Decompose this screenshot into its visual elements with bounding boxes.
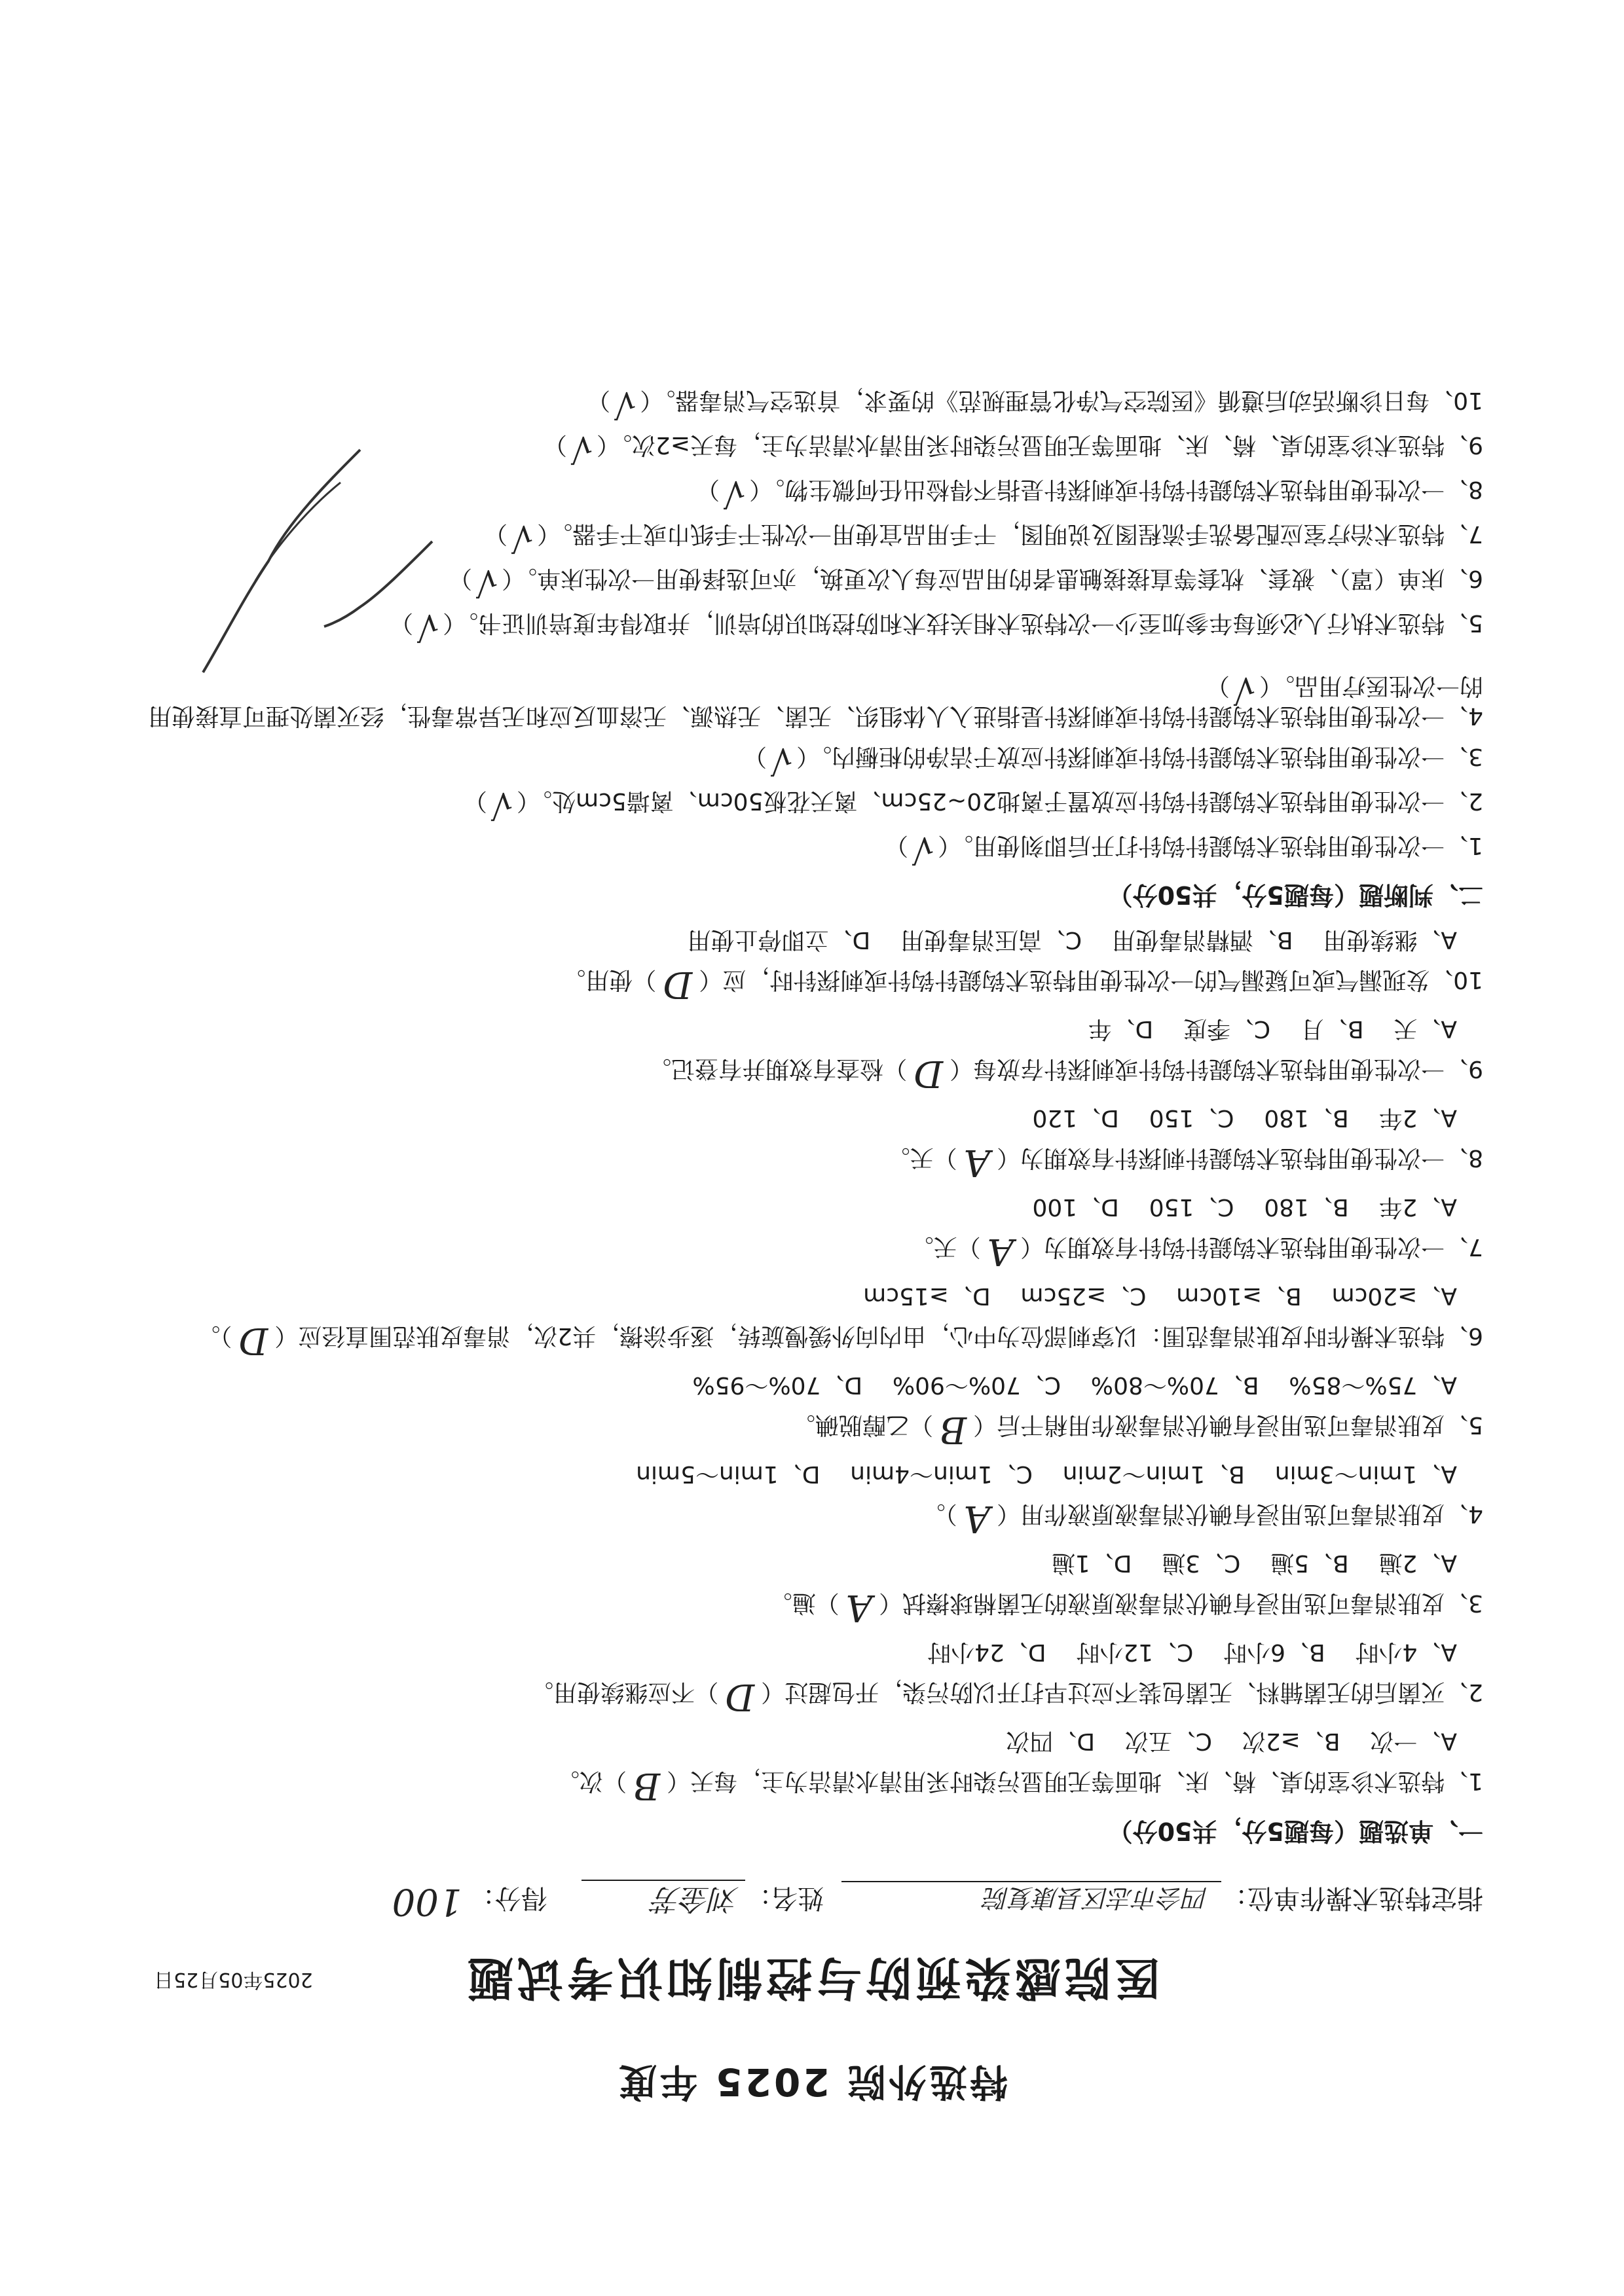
options-line: A、75%～85% B、70%～80% C、70%～90% D、70%～95%: [692, 1372, 1457, 1398]
question-tail: ）乙醇脱碘。: [791, 1412, 933, 1438]
judgment-text: 1、一次性使用特选术钩鍉针钩针打开后即刻使用。（: [938, 832, 1483, 859]
judgment-tail: ）: [389, 610, 413, 636]
judgment-item: [543, 429, 1483, 468]
question-text: 9、一次性使用特选术钩鍉针钩针或刺探针存放每（: [950, 1055, 1483, 1082]
question-tail: ）天。: [910, 1233, 981, 1260]
judgment-item: [389, 607, 1483, 646]
options-line: A、天 B、月 C、季度 D、年: [1088, 1015, 1457, 1042]
judgment-text: 6、床单（罩）、被套、枕套等直接接触患者的用品应每人次更换，亦可选择使用一次性床单。（: [502, 565, 1483, 592]
exam-date: 2025年05月25日: [154, 1968, 313, 1991]
question-tail: ）。: [921, 1501, 957, 1527]
handwritten-answer[interactable]: A: [963, 1141, 991, 1184]
name-label: 姓名：: [745, 1883, 824, 1913]
options-line: A、4小时 B、6小时 C、12小时 D、24小时: [927, 1639, 1457, 1666]
judgment-tail: ）: [543, 431, 567, 458]
judgment-tail: ）: [884, 832, 908, 859]
question-text: 10、发现漏气或可疑漏气的一次性使用特选术钩鍉针钩针或刺探针时，应（: [699, 966, 1483, 993]
judgment-text: 5、特选术执行人必须每年参加至少一次特选术相关技术和防控知识的培训，并取得年度培训证书。（: [443, 610, 1483, 636]
judgment-text: 8、一次性使用特选术钩鍉针钩针或刺探针是指不得检出任何微生物。（: [749, 476, 1483, 503]
question-tail: ）遍。: [768, 1590, 840, 1616]
judgment-text: 4、一次性使用特选术钩鍉针钩针或刺探针是指进入人体组织、无菌、无热源、无溶血反应和无异常毒性，经灭菌处理可直接使用的一次性医疗用品。（: [148, 672, 1483, 729]
question-tail: ）。: [196, 1322, 232, 1349]
check-mark-icon[interactable]: √: [570, 429, 593, 468]
check-mark-icon[interactable]: √: [511, 518, 534, 557]
options-line: A、≥20cm B、≥10cm C、≥25cm D、≥15cm: [863, 1283, 1457, 1309]
judgment-text: 10、每日诊断活动后遵循《医院空气净化管理规范》的要求，首选空气消毒器。（: [640, 387, 1483, 414]
judgment-tail: ）: [743, 743, 767, 770]
document-title-text: 医院感染预防与控制知识考试题: [464, 1951, 1160, 2005]
handwritten-answer[interactable]: A: [987, 1230, 1014, 1273]
section-one-title: 一、单选题（每题5分，共50分）: [1107, 1817, 1483, 1846]
score-field[interactable]: 100: [392, 1880, 462, 1923]
document-top-line: 特选外院 2025 年度: [616, 2060, 1008, 2104]
judgment-text: 7、特选术治疗室应配备洗手流程图及说明图，干手用品宜使用一次性干手纸巾或干手器。（: [537, 520, 1483, 547]
question-text: 7、一次性使用特选术钩鍉针钩针有效期为（: [1020, 1233, 1483, 1260]
question-tail: ）次。: [555, 1768, 627, 1795]
judgment-item: [448, 562, 1483, 602]
check-mark-icon[interactable]: √: [912, 829, 934, 869]
name-field[interactable]: 刘金芳: [581, 1880, 745, 1923]
check-mark-icon[interactable]: √: [475, 562, 498, 602]
question-tail: ）天。: [886, 1144, 957, 1171]
handwritten-answer[interactable]: A: [845, 1586, 873, 1629]
options-line: A、2遍 B、5遍 C、3遍 D、1遍: [1051, 1550, 1457, 1576]
options-line: A、一次 B、≥2次 C、五次 D、四次: [1006, 1728, 1457, 1755]
handwritten-answer[interactable]: A: [963, 1497, 991, 1540]
question-text: 8、一次性使用特选术钩鍉针刺探针有效期为（: [997, 1144, 1483, 1171]
question-text: 4、皮肤消毒可选用浸有碘伏消毒液原液作用（: [997, 1501, 1483, 1527]
judgment-tail: ）: [463, 788, 487, 814]
judgment-item: [587, 384, 1483, 424]
signature-stroke: [321, 535, 439, 633]
question-text: 1、特选术诊室的桌、椅、床、地面等无明显污染时采用清水清洁为主，每天（: [667, 1768, 1483, 1795]
judgment-tail: ）: [1206, 672, 1230, 699]
check-mark-icon[interactable]: √: [1233, 670, 1255, 709]
options-line: A、1min～3min B、1min～2min C、1min～4min D、1min～5min: [636, 1461, 1457, 1487]
handwritten-answer[interactable]: B: [633, 1764, 661, 1807]
question-text: 2、灭菌后的无菌辅料、无菌包装不应过早打开以防污染，开包超过（: [761, 1679, 1483, 1705]
question-text: 5、皮肤消毒可选用浸有碘伏消毒液作用稍干后（: [973, 1412, 1483, 1438]
judgment-tail: ）: [448, 565, 472, 592]
question-tail: ）检查有效期并有登记。: [648, 1055, 908, 1082]
question-text: 3、皮肤消毒可选用浸有碘伏消毒液原液的无菌棉球擦拭（: [879, 1590, 1483, 1616]
judgment-item: [743, 740, 1483, 780]
section-two-title: 二、判断题（每题5分，共50分）: [1107, 881, 1483, 909]
judgment-text: 2、一次性使用特选术钩鍉针钩针应放置于离地20~25cm、离天花板50cm、离墙5cm处。（: [517, 788, 1483, 814]
options-line: A、2年 B、180 C、150 D、120: [1032, 1104, 1457, 1131]
options-line: A、继续使用 B、酒精消毒使用 C、高压消毒使用 D、立即停止使用: [687, 926, 1457, 953]
unit-label: 指定特选术操作单位：: [1221, 1883, 1483, 1913]
handwritten-answer[interactable]: D: [238, 1319, 268, 1362]
handwritten-answer[interactable]: D: [663, 963, 693, 1006]
handwritten-answer[interactable]: D: [913, 1052, 944, 1095]
question-tail: ）不应继续使用。: [530, 1679, 719, 1705]
judgment-text: 9、特选术诊室的桌、椅、床、地面等无明显污染时采用清水清洁为主，每天≥2次。（: [597, 431, 1483, 458]
check-mark-icon[interactable]: √: [723, 473, 746, 513]
judgment-item: [463, 785, 1483, 824]
judgment-tail: ）: [695, 476, 720, 503]
judgment-item: [134, 672, 1483, 729]
judgment-tail: ）: [587, 387, 611, 414]
judgment-item: [483, 518, 1483, 557]
check-mark-icon[interactable]: √: [614, 384, 637, 424]
handwritten-answer[interactable]: D: [725, 1675, 755, 1718]
options-line: A、2年 B、180 C、150 D、100: [1032, 1194, 1457, 1220]
judgment-item: [884, 829, 1483, 869]
question-text: 6、特选术操作时皮肤消毒范围：以穿刺部位为中心，由内向外缓慢旋转，逐步涂擦，共2次，消毒皮肤范围直径应（: [274, 1322, 1483, 1349]
unit-field[interactable]: 四会市志区县康复院: [841, 1881, 1221, 1918]
judgment-item: [695, 473, 1483, 513]
handwritten-answer[interactable]: B: [939, 1408, 967, 1451]
question-tail: ）使用。: [562, 966, 657, 993]
check-mark-icon[interactable]: √: [490, 785, 513, 824]
check-mark-icon[interactable]: √: [770, 740, 793, 780]
judgment-text: 3、一次性使用特选术钩鍉针钩针或刺探针应放于洁净的柜橱内。（: [796, 743, 1483, 770]
check-mark-icon[interactable]: √: [416, 607, 439, 646]
score-label: 得分：: [468, 1883, 547, 1913]
judgment-tail: ）: [483, 520, 507, 547]
